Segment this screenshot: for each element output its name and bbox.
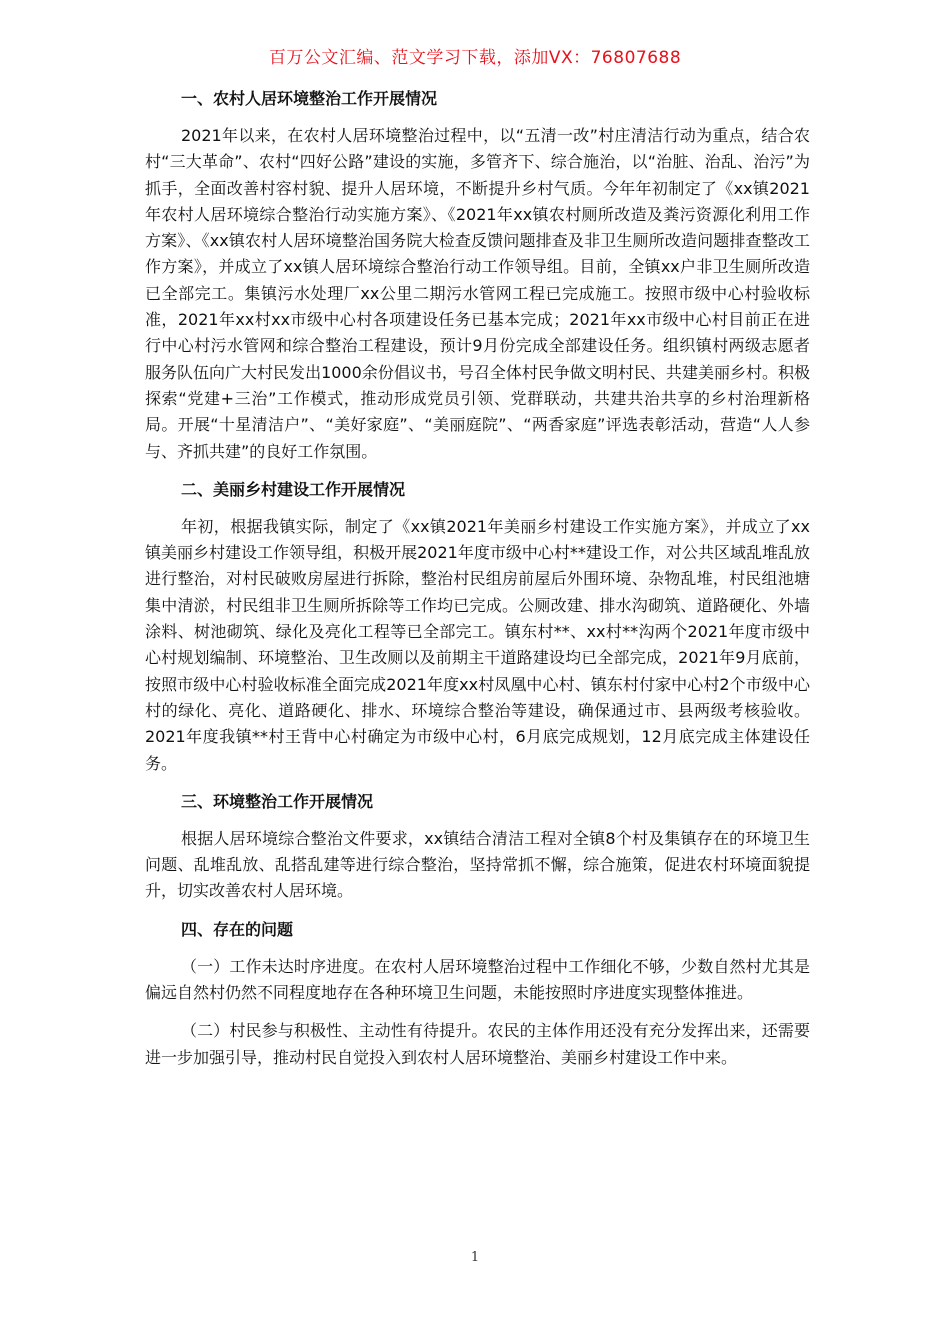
- section-3: [145, 789, 810, 905]
- section-heading: 四、存在的问题: [181, 919, 294, 939]
- paragraph: （二）村民参与积极性、主动性有待提升。农民的主体作用还没有充分发挥出来，还需要进一步加强引导，推动村民自觉投入到农村人居环境整治、美丽乡村建设工作中来。: [145, 1021, 810, 1067]
- page-number: 1: [470, 1250, 480, 1265]
- section-heading: 一、农村人居环境整治工作开展情况: [181, 89, 438, 108]
- section-heading: 三、环境整治工作开展情况: [181, 791, 374, 811]
- paragraph: （一）工作未达时序进度。在农村人居环境整治过程中工作细化不够，少数自然村尤其是偏远自然村仍然不同程度地存在各种环境卫生问题，未能按照时序进度实现整体推进。: [145, 956, 810, 1003]
- paragraph: 年初，根据我镇实际，制定了《xx镇2021年美丽乡村建设工作实施方案》，并成立了xx镇美丽乡村建设工作领导组，积极开展2021年度市级中心村**建设工作，对公共区域乱堆乱放进行整治，对村民破败房屋进行拆除，整治村民组房前屋后外围环境、杂物乱堆，村民组池塘集中清淤，村民组非卫生厕所拆除等工作均已完成。公厕改建、排水沟砌筑、道路硬化、外墙涂料、树池砌筑、绿化及亮化工程等已全部完工。镇东村**、xx村**沟两个2021年度市级中心村规划编制、环境整治、卫生改厕以及前期主干道路建设均已全部完成，2021年9月底前，按照市级中心村验收标准全面完成2021年度xx村凤凰中心村、镇东村付家中心村2个市级中心村的绿化、亮化、道路硬化、排水、环境综合整治等建设，确保通过市、县两级考核验收。2021年度我镇**村王背中心村确定为市级中心村，6月底完成规划，12月底完成主体建设任务。: [145, 516, 810, 773]
- document-body: [145, 86, 810, 1083]
- section-heading: 二、美丽乡村建设工作开展情况: [181, 479, 406, 499]
- section-1: [145, 86, 810, 465]
- paragraph: 2021年以来，在农村人居环境整治过程中，以“五清一改”村庄清洁行动为重点，结合农村“三大革命”、农村“四好公路”建设的实施，多管齐下、综合施治，以“治脏、治乱、治污”为抓手，全面改善村容村貌、提升人居环境，不断提升乡村气质。今年年初制定了《xx镇2021年农村人居环境综合整治行动实施方案》、《2021年xx镇农村厕所改造及粪污资源化利用工作方案》、《xx镇农村人居环境整治国务院大检查反馈问题排查及非卫生厕所改造问题排查整改工作方案》，并成立了xx镇人居环境综合整治行动工作领导组。目前，全镇xx户非卫生厕所改造已全部完工。集镇污水处理厂xx公里二期污水管网工程已完成施工。按照市级中心村验收标准，2021年xx村xx市级中心村各项建设任务已基本完成；2021年xx市级中心村目前正在进行中心村污水管网和综合整治工程建设，预计9月份完成全部建设任务。组织镇村两级志愿者服务队伍向广大村民发出1000余份倡议书，号召全体村民争做文明村民、共建美丽乡村。积极探索“党建+三治”工作模式，推动形成党员引领、党群联动，共建共治共享的乡村治理新格局。开展“十星清洁户”、“美好家庭”、“美丽庭院”、“两香家庭”评选表彰活动，营造“人人参与、齐抓共建”的良好工作氛围。: [145, 126, 810, 461]
- section-2: [145, 477, 810, 777]
- watermark-banner: 百万公文汇编、范文学习下载，添加VX：76807688: [268, 48, 682, 68]
- paragraph: 根据人居环境综合整治文件要求，xx镇结合清洁工程对全镇8个村及集镇存在的环境卫生问题、乱堆乱放、乱搭乱建等进行综合整治，坚持常抓不懈，综合施策，促进农村环境面貌提升，切实改善农村人居环境。: [145, 828, 810, 901]
- section-4: [145, 917, 810, 1071]
